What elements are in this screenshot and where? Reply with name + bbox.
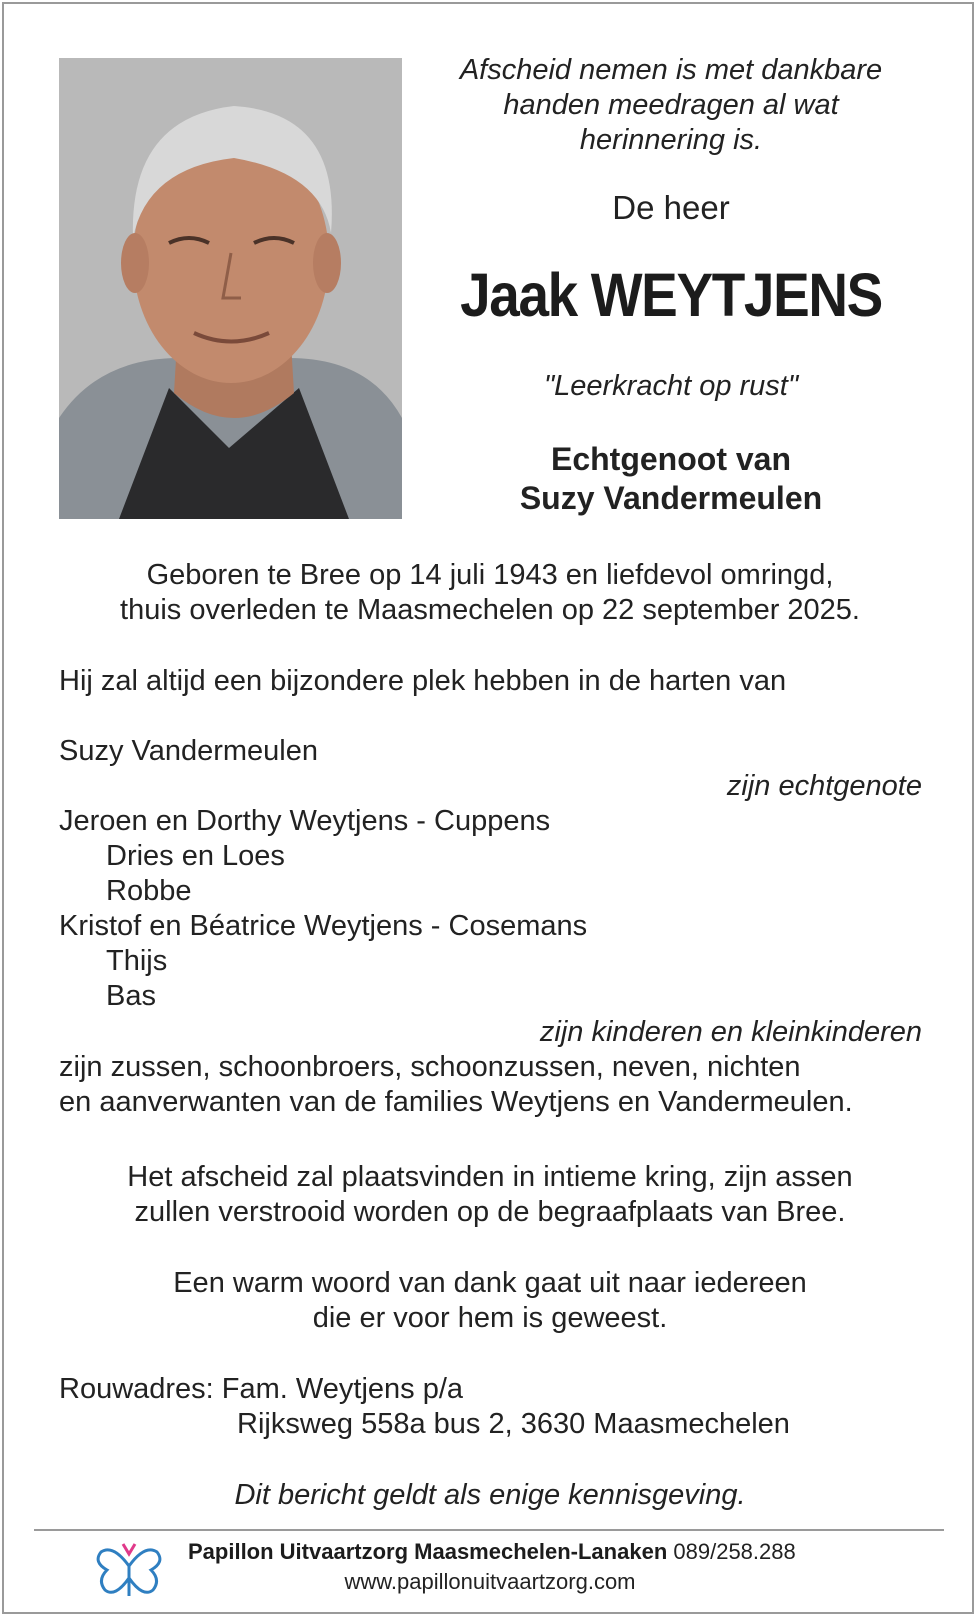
grandchild-name: Dries en Loes: [106, 840, 285, 872]
spouse-heading-line: Suzy Vandermeulen: [519, 480, 823, 516]
grandchild-name: Bas: [106, 980, 156, 1012]
children-role: zijn kinderen en kleinkinderen: [539, 1016, 922, 1048]
birth-death-text: [0, 558, 980, 628]
address-street: Rijksweg 558a bus 2, 3630 Maasmechelen: [237, 1408, 790, 1440]
spouse-heading: [420, 440, 922, 518]
quote-line: Afscheid nemen is met dankbare: [459, 54, 883, 86]
portrait-photo: [59, 58, 402, 519]
thanks-line: Een warm woord van dank gaat uit naar iedereen: [173, 1267, 807, 1299]
notice-text: Dit bericht geldt als enige kennisgeving.: [234, 1479, 746, 1511]
birth-death-line: thuis overleden te Maasmechelen op 22 september 2025.: [120, 594, 860, 626]
funeral-home-name: Papillon Uitvaartzorg Maasmechelen-Lanaken: [188, 1539, 668, 1564]
funeral-home-phone: 089/258.288: [673, 1539, 796, 1564]
thanks-line: die er voor hem is geweest.: [312, 1302, 668, 1334]
opening-quote: [420, 53, 922, 158]
spouse-name: Suzy Vandermeulen: [59, 735, 319, 767]
extended-family-line: zijn zussen, schoonbroers, schoonzussen, neven, nichten: [59, 1051, 801, 1083]
footer-divider: [34, 1529, 944, 1531]
spouse-role: zijn echtgenote: [726, 770, 922, 802]
address-label: Rouwadres: Fam. Weytjens p/a: [59, 1373, 464, 1405]
footer-company-line: [188, 1538, 796, 1566]
thanks-text: [0, 1266, 980, 1336]
farewell-line: zullen verstrooid worden op de begraafplaats van Bree.: [134, 1196, 846, 1228]
quote-line: herinnering is.: [579, 124, 763, 156]
funeral-home-website[interactable]: www.papillonuitvaartzorg.com: [344, 1569, 636, 1594]
quote-line: handen meedragen al wat: [503, 89, 839, 121]
grandchild-name: Robbe: [106, 875, 192, 907]
farewell-text: [0, 1160, 980, 1230]
grandchild-name: Thijs: [106, 945, 168, 977]
heart-line: Hij zal altijd een bijzondere plek hebben in de harten van: [59, 665, 787, 697]
child-name: Jeroen en Dorthy Weytjens - Cuppens: [59, 805, 551, 837]
birth-death-line: Geboren te Bree op 14 juli 1943 en liefdevol omringd,: [146, 559, 834, 591]
extended-family-line: en aanverwanten van de families Weytjens en Vandermeulen.: [59, 1086, 853, 1118]
butterfly-icon: [95, 1538, 163, 1600]
extended-family: [59, 1050, 853, 1120]
farewell-line: Het afscheid zal plaatsvinden in intieme kring, zijn assen: [127, 1161, 853, 1193]
child-name: Kristof en Béatrice Weytjens - Cosemans: [59, 910, 588, 942]
occupation: "Leerkracht op rust": [543, 370, 799, 402]
deceased-name: Jaak WEYTJENS: [460, 261, 882, 329]
title-prefix: De heer: [612, 189, 730, 226]
spouse-heading-line: Echtgenoot van: [550, 441, 791, 477]
